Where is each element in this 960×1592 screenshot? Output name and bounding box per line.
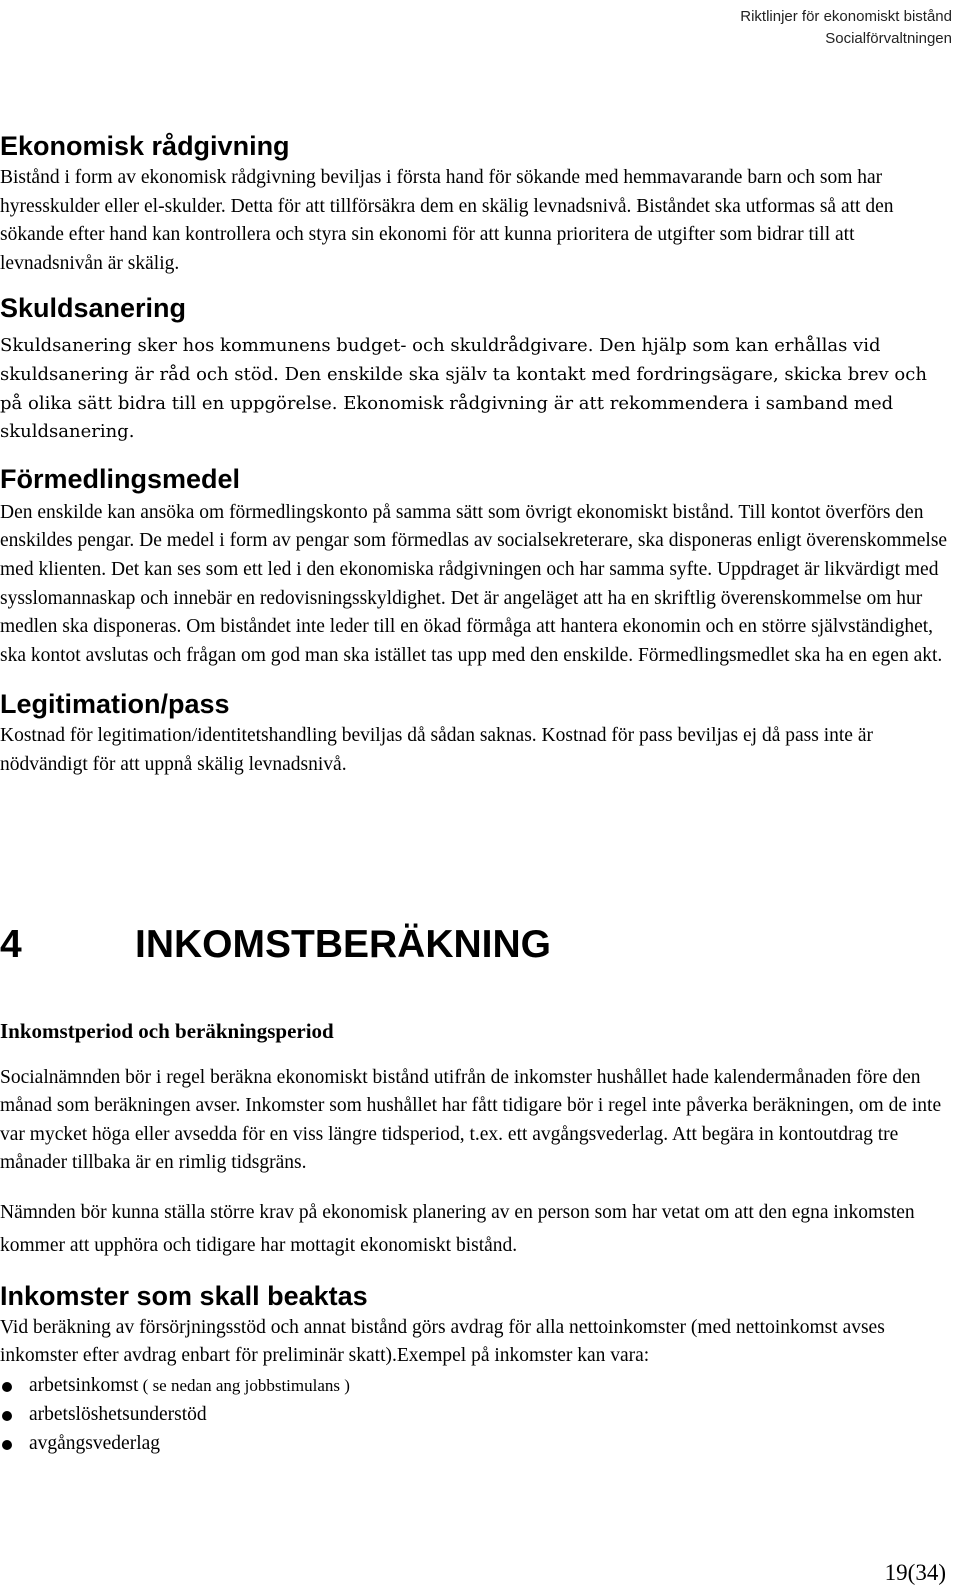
paragraph-inkomstperiod-1: Socialnämnden bör i regel beräkna ekonomiskt bistånd utifrån de inkomster hushållet hade kalendermånaden före den månad som beräkningen avser. Inkomster som hushållet har fått tidigare bör i regel inte påverka beräkningen, om de inte var mycket höga eller avsedda för en viss längre tidsperiod, t.ex. ett avgångsvederlag. Att begära in kontoutdrag tre månader tillbaka är en rimlig tidsgräns. (0, 1067, 942, 1174)
section-text-legitimation-pass: Kostnad för legitimation/identitetshandling beviljas då sådan saknas. Kostnad för pass beviljas ej då pass inte är nödvändigt för att uppnå skälig levnadsnivå. (0, 725, 873, 775)
header-document-title: Riktlinjer för ekonomiskt bistånd (740, 8, 952, 25)
list-item: arbetsinkomst ( se nedan ang jobbstimulans ) (0, 1372, 954, 1401)
subheading-inkomstperiod: Inkomstperiod och beräkningsperiod (0, 1019, 334, 1043)
section-text-skuldsanering: Skuldsanering sker hos kommunens budget- och skuldrådgivare. Den hjälp som kan erhållas vid skuldsanering är råd och stöd. Den enskilde ska själv ta kontakt med fordringsägare, skicka brev och på olika sätt bidra till en uppgörelse. Ekonomisk rådgivning är att rekommendera i samband med skuldsanering. (0, 335, 927, 443)
section-heading-skuldsanering: Skuldsanering (0, 293, 187, 324)
running-header (740, 6, 952, 50)
lower-sections (0, 1064, 954, 1458)
list-item: arbetslöshetsunderstöd (0, 1401, 954, 1430)
section-heading-inkomster-som-skall-beaktas: Inkomster som skall beaktas (0, 1280, 368, 1311)
paragraph-inkomstperiod-2: Nämnden bör kunna ställa större krav på ekonomisk planering av en person som har vetat om att den egna inkomsten kommer att upphöra och tidigare har mottagit ekonomiskt bistånd. (0, 1201, 915, 1256)
section-heading-ekonomisk-radgivning: Ekonomisk rådgivning (0, 131, 290, 161)
chapter-heading (0, 920, 551, 970)
section-heading-formedlingsmedel: Förmedlingsmedel (0, 463, 241, 494)
section-heading-legitimation-pass: Legitimation/pass (0, 689, 230, 720)
header-department: Socialförvaltningen (825, 30, 952, 47)
section-text-inkomster-som-skall-beaktas: Vid beräkning av försörjningsstöd och annat bistånd görs avdrag för alla nettoinkomster (med nettoinkomst avses inkomster efter avdrag enbart för preliminär skatt).Exempel på inkomster kan vara: (0, 1316, 885, 1367)
upper-sections (0, 128, 954, 780)
page-number: 19(34) (884, 1560, 946, 1585)
income-examples-list (0, 1372, 954, 1458)
section-text-ekonomisk-radgivning: Bistånd i form av ekonomisk rådgivning beviljas i första hand för sökande med hemmavarande barn och som har hyresskulder eller el-skulder. Detta för att tillförsäkra dem en skälig levnadsnivå. Biståndet ska utformas så att den sökande efter hand kan kontrollera och styra sin ekonomi för att kunna prioritera de utgifter som bidrar till att levnadsnivån är skälig. (0, 167, 894, 274)
list-item: avgångsvederlag (0, 1430, 954, 1459)
chapter-number: 4 (0, 923, 22, 966)
section-text-formedlingsmedel: Den enskilde kan ansöka om förmedlingskonto på samma sätt som övrigt ekonomiskt bistånd. Till kontot överförs den enskildes pengar. De medel i form av pengar som förmedlas av socialsekreterare, ska disponeras enligt överenskommelse med klienten. Det kan ses som ett led i den ekonomiska rådgivningen och har samma syfte. Uppdraget är likvärdigt med sysslomannaskap och innebär en redovisningsskyldighet. Det är angeläget att ha en skriftlig överenskommelse om hur medlen ska disponeras. Om biståndet inte leder till en ökad förmåga att hantera ekonomin och en större självständighet, ska kontot avslutas och frågan om god man ska istället tas upp med den enskilde. Förmedlingsmedlet ska ha en egen akt. (0, 501, 948, 666)
chapter-title: INKOMSTBERÄKNING (135, 923, 551, 966)
